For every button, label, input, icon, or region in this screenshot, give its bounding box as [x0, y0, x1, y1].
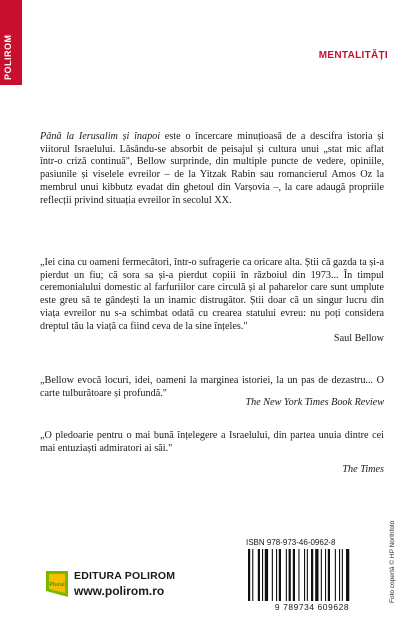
isbn-label: ISBN 978-973-46-0962-8 — [246, 538, 336, 547]
plural-logo — [46, 571, 68, 597]
publisher-name: EDITURA POLIROM — [74, 570, 176, 582]
quote-times-source: The Times — [342, 464, 384, 475]
isbn-barcode — [244, 549, 380, 601]
isbn-digits: 9 789734 609628 — [274, 602, 350, 612]
quote-bellow: „Iei cina cu oameni fermecători, într-o sufragerie ca oricare alta. Știi că gazda ta și-a pierdut un fiu; că sora sa și-a pierdut copiii în războiul din 1973... În timpul ceremonialului domestic al farfuriilor care circulă și al paharelor care sunt umplute este greu să te gândești la un inamic distrugător. Știi doar că un singur lucru din viața evreilor nu s-a schimbat odată cu crearea statului evreu: nu poți considera dreptul tău la viață ca fiind ceva de la sine înțeles." — [40, 257, 384, 332]
photo-credit: Foto copertă © HP Northfoto — [389, 520, 396, 603]
quote-nyt: „Bellow evocă locuri, idei, oameni la marginea istoriei, la un pas de dezastru... O carte tulburătoare și profundă." — [40, 375, 384, 399]
publisher-block — [74, 570, 175, 598]
polirom-side-tab — [0, 0, 22, 85]
quote-bellow-source: Saul Bellow — [333, 333, 384, 344]
publisher-url: www.polirom.ro — [74, 584, 165, 598]
book-title: Până la Ierusalim și înapoi — [40, 131, 161, 142]
quote-nyt-source: The New York Times Book Review — [245, 397, 384, 408]
side-tab-label: POLIROM — [3, 34, 13, 80]
intro-text: este o încercare minuțioasă de a descifra istoria și viitorul Israelului. Lăsându-se absorbit de peisajul și cultura unui „stat mic aflat într-o criză continuă", Bellow surprinde, din multiple puncte de vedere, opiniile, pasiunile și viselele evreilor – de la Yitzak Rabin sau romancierul Amos Oz la membrul unui kibbutz evadat din ghetoul din Varșovia –, la care adaugă propriile reflecții privind situația evreilor în secolul XX. — [40, 131, 384, 206]
intro-paragraph — [40, 131, 384, 207]
quote-times: „O pledoarie pentru o mai bună înțelegere a Israelului, din partea unuia dintre cei mai entuziaști admiratori ai săi." — [40, 430, 384, 454]
series-label: MENTALITĂȚI — [318, 50, 388, 61]
logo-text: Plural — [49, 582, 65, 588]
